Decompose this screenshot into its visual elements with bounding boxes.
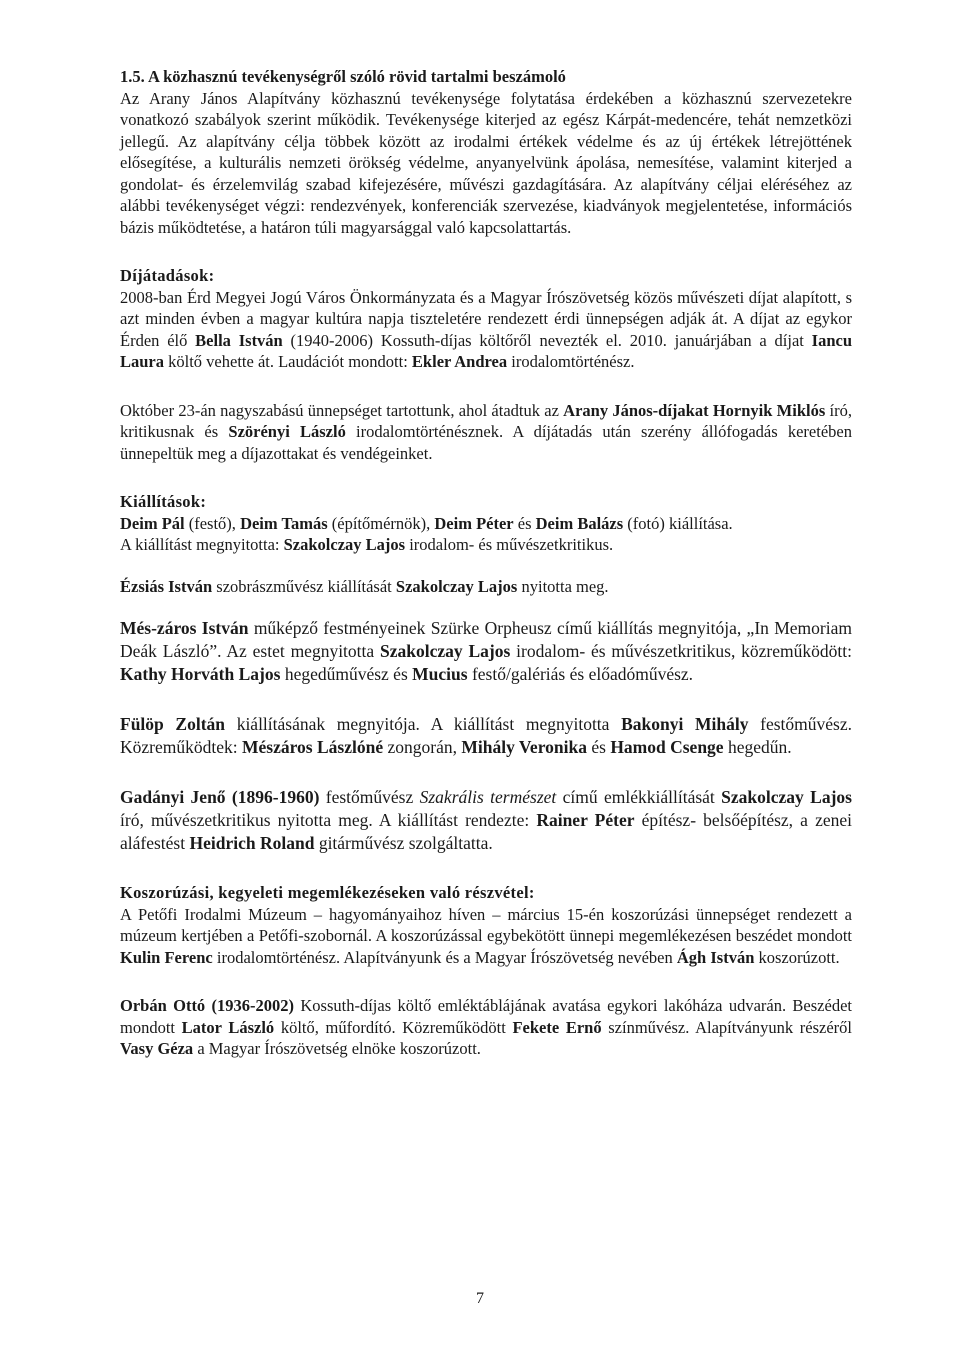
- wreath-heading: Koszorúzási, kegyeleti megemlékezéseken való részvétel:: [120, 883, 535, 902]
- section-title: 1.5. A közhasznú tevékenységről szóló rövid tartalmi beszámoló: [120, 67, 566, 86]
- exhibition-fulop: Fülöp Zoltán kiállításának megnyitója. A kiállítást megnyitotta Bakonyi Mihály festőművész. Közreműködtek: Mészáros Lászlóné zongorán, Mihály Veronika és Hamod Csenge hegedűn.: [120, 714, 852, 757]
- page-number: 7: [476, 1290, 484, 1307]
- awards-heading: Díjátadások:: [120, 266, 215, 285]
- wreath-paragraph-2: Orbán Ottó (1936-2002) Kossuth-díjas költő emléktáblájának avatása egykori lakóháza udvarán. Beszédet mondott Lator László költő, műfordító. Közreműködött Fekete Ernő színművész. Alapítványunk részéről Vasy Géza a Magyar Írószövetség elnöke koszorúzott.: [120, 996, 852, 1058]
- intro-paragraph: Az Arany János Alapítvány közhasznú tevékenysége folytatása érdekében a közhasznú szervezetekre vonatkozó szabályok szerint működik. Tevékenysége kiterjed az egész Kárpát-medencére, tehát nemzetközi jellegű. Az alapítvány célja többek között az irodalmi értékek védelme és az új értékek létrejöttének elősegítése, a kulturális nemzeti örökség védelme, anyanyelvünk ápolása, nemesítése, valamint kiterjed a gondolat- és érzelemvilág szabad kifejezésére, művészi gazdagítására. Az alapítvány céljai eléréséhez az alábbi tevékenységet végzi: rendezvények, konferenciák szervezése, kiadványok megjelentetése, információs bázis működtetése, a határon túli magyarsággal való kapcsolattartás.: [120, 88, 852, 237]
- document-body: [120, 66, 852, 1060]
- wreath-paragraph-1: A Petőfi Irodalmi Múzeum – hagyományaihoz híven – március 15-én koszorúzási ünnepséget rendezett a múzeum kertjében a Petőfi-szobornál. A koszorúzással egybekötött ünnepi megemlékezésen beszédet mondott Kulin Ferenc irodalomtörténész. Alapítványunk és a Magyar Írószövetség nevében Ágh István koszorúzott.: [120, 904, 852, 967]
- exhibitions-heading: Kiállítások:: [120, 492, 207, 511]
- awards-paragraph-1: 2008-ban Érd Megyei Jogú Város Önkormányzata és a Magyar Írószövetség közös művészeti díjat alapított, s azt minden évben a magyar kultúra napja tiszteletére rendezett érdi ünnepségen adják át. A díjat az egykor Érden élő Bella István (1940-2006) Kossuth-díjas költőről nevezték el. 2010. januárjában a díjat Iancu Laura költő vehette át. Laudációt mondott: Ekler Andrea irodalomtörténész.: [120, 287, 853, 371]
- exhibition-deim: Deim Pál (festő), Deim Tamás (építőmérnök), Deim Péter és Deim Balázs (fotó) kiállítása. A kiállítást megnyitotta: Szakolczay Lajos irodalom- és művészetkritikus.: [120, 513, 733, 554]
- awards-paragraph-2: Október 23-án nagyszabású ünnepséget tartottunk, ahol átadtuk az Arany János-díjakat Hornyik Miklós író, kritikusnak és Szörényi László irodalomtörténésznek. A díjátadás után szerény állófogadás keretében ünnepeltük meg a díjazottakat és vendégeinket.: [120, 400, 852, 463]
- exhibition-gadanyi: Gadányi Jenő (1896-1960) festőművész Szakrális természet című emlékkiállítását Szakolczay Lajos író, művészetkritikus nyitotta meg. A kiállítást rendezte: Rainer Péter építész- belsőépítész, a zenei aláfestést Heidrich Roland gitárművész szolgáltatta.: [120, 787, 852, 853]
- exhibition-meszaros: Més-záros István műképző festményeinek Szürke Orpheusz című kiállítás megnyitója, „In Memoriam Deák László”. Az estet megnyitotta Szakolczay Lajos irodalom- és művészetkritikus, közreműködött: Kathy Horváth Lajos hegedűművész és Mucius festő/galériás és előadóművész.: [120, 618, 852, 684]
- exhibition-ezsias: Ézsiás István szobrászművész kiállítását Szakolczay Lajos nyitotta meg.: [120, 576, 609, 596]
